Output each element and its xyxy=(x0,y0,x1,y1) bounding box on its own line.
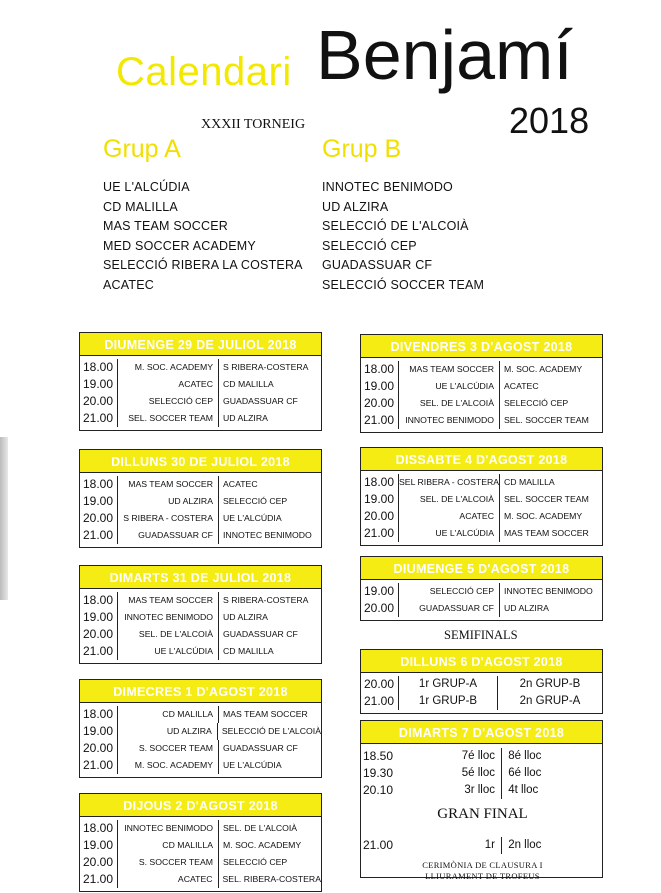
match-row xyxy=(363,361,602,378)
match-away: SEL. SOCCER TEAM xyxy=(499,412,602,429)
match-time: 19.00 xyxy=(83,377,114,391)
match-time: 20.00 xyxy=(83,855,114,869)
match-time: 21.00 xyxy=(363,838,394,852)
match-home: UE L'ALCÚDIA xyxy=(117,643,218,660)
match-home: 5é lloc xyxy=(461,767,495,779)
group-a xyxy=(103,137,303,295)
ceremony-line1: CERIMÒNIA DE CLAUSURA I xyxy=(422,860,543,870)
match-time: 18.00 xyxy=(83,593,114,607)
match-home: MAS TEAM SOCCER xyxy=(398,361,499,378)
day-title: DIUMENGE 5 D'AGOST 2018 xyxy=(361,557,602,580)
match-away: SELECCIÓ CEP xyxy=(499,395,602,412)
match-row xyxy=(82,510,321,527)
match-row xyxy=(363,525,602,542)
match-time: 20.00 xyxy=(83,627,114,641)
match-time: 20.10 xyxy=(363,783,394,797)
calendari-title: Calendari xyxy=(116,50,292,94)
match-home: 1r xyxy=(484,839,495,851)
match-away: GUADASSUAR CF xyxy=(218,740,321,757)
match-away: GUADASSUAR CF xyxy=(218,393,321,410)
match-away: 4t lloc xyxy=(508,784,539,796)
team-item: SELECCIÓ DE L'ALCOIÀ xyxy=(322,219,469,233)
day-title: DIVENDRES 3 D'AGOST 2018 xyxy=(361,335,602,358)
day-title: DIMECRES 1 D'AGOST 2018 xyxy=(80,680,321,703)
match-time: 18.00 xyxy=(364,362,395,376)
match-time: 19.00 xyxy=(83,838,114,852)
match-time: 21.00 xyxy=(83,411,114,425)
team-item: GUADASSUAR CF xyxy=(322,258,433,272)
match-row xyxy=(82,393,321,410)
match-home: CD MALILLA xyxy=(117,706,218,723)
match-row xyxy=(363,491,602,508)
match-home: 3r lloc xyxy=(464,784,495,796)
year-title: 2018 xyxy=(509,100,590,141)
match-home: INNOTEC BENIMODO xyxy=(398,412,499,429)
match-row xyxy=(363,583,602,600)
team-item: SELECCIÓ SOCCER TEAM xyxy=(322,277,485,292)
match-time: 18.00 xyxy=(364,475,395,489)
match-row xyxy=(363,474,602,491)
day-title: DILLUNS 6 D'AGOST 2018 xyxy=(361,650,602,673)
match-home: SEL. SOCCER TEAM xyxy=(117,410,218,427)
match-away: UD ALZIRA xyxy=(218,609,321,626)
match-time: 21.00 xyxy=(364,526,395,540)
match-time: 19.00 xyxy=(364,379,395,393)
match-time: 21.00 xyxy=(83,758,114,772)
match-home: UD ALZIRA xyxy=(117,723,217,740)
match-away: UD ALZIRA xyxy=(218,410,321,427)
match-away: UE L'ALCÚDIA xyxy=(218,510,321,527)
team-item: MAS TEAM SOCCER xyxy=(103,219,229,233)
match-time: 20.00 xyxy=(83,394,114,408)
match-home: ACATEC xyxy=(117,871,218,888)
day-box-aug1 xyxy=(79,679,322,778)
match-away: INNOTEC BENIMODO xyxy=(218,527,321,544)
group-b xyxy=(322,137,484,295)
match-away: M. SOC. ACADEMY xyxy=(499,361,602,378)
day-box-aug3 xyxy=(360,334,603,433)
day-title: DIMARTS 7 D'AGOST 2018 xyxy=(361,721,602,744)
semifinal-row xyxy=(363,676,602,693)
match-home: ACATEC xyxy=(398,508,499,525)
match-time: 19.00 xyxy=(364,492,395,506)
final-row xyxy=(363,837,602,854)
match-away: S RIBERA-COSTERA xyxy=(218,359,321,376)
match-time: 19.30 xyxy=(363,766,394,780)
match-home: SEL. DE L'ALCOIÀ xyxy=(117,626,218,643)
match-row xyxy=(82,757,321,774)
match-away: 6é lloc xyxy=(508,767,542,779)
match-away: 2n lloc xyxy=(508,839,542,851)
team-item: ACATEC xyxy=(103,277,154,292)
match-away: M. SOC. ACADEMY xyxy=(218,837,321,854)
match-home: S. SOCCER TEAM xyxy=(117,740,218,757)
side-shadow xyxy=(0,437,8,600)
day-box-aug7 xyxy=(360,720,603,881)
day-title: DIMARTS 31 DE JULIOL 2018 xyxy=(80,566,321,589)
match-away: SELECCIÓ CEP xyxy=(218,493,321,510)
match-away: MAS TEAM SOCCER xyxy=(499,525,602,542)
match-time: 20.00 xyxy=(364,677,395,691)
match-time: 19.00 xyxy=(83,494,114,508)
match-home: M. SOC. ACADEMY xyxy=(117,757,218,774)
match-time: 21.00 xyxy=(83,528,114,542)
group-a-teams xyxy=(103,178,303,295)
group-b-title: Grup B xyxy=(322,135,402,163)
group-b-teams xyxy=(322,178,484,295)
match-home: UE L'ALCÚDIA xyxy=(398,525,499,542)
match-row xyxy=(82,643,321,660)
match-time: 21.00 xyxy=(83,872,114,886)
match-home: GUADASSUAR CF xyxy=(117,527,218,544)
match-away: 2n GRUP-A xyxy=(497,693,602,710)
match-away: CD MALILLA xyxy=(218,643,321,660)
match-row xyxy=(82,410,321,427)
day-title: DISSABTE 4 D'AGOST 2018 xyxy=(361,448,602,471)
match-time: 21.00 xyxy=(83,644,114,658)
match-row xyxy=(363,395,602,412)
match-home: SELECCIÓ CEP xyxy=(398,583,499,600)
match-home: INNOTEC BENIMODO xyxy=(117,820,218,837)
placement-row xyxy=(363,765,602,782)
match-row xyxy=(82,476,321,493)
match-home: MAS TEAM SOCCER xyxy=(117,592,218,609)
semifinal-row xyxy=(363,693,602,710)
match-away: M. SOC. ACADEMY xyxy=(499,508,602,525)
day-title: DIJOUS 2 D'AGOST 2018 xyxy=(80,794,321,817)
match-time: 19.00 xyxy=(83,610,114,624)
match-time: 18.50 xyxy=(363,749,394,763)
match-home: SEL RIBERA - COSTERA xyxy=(398,474,499,491)
match-home: M. SOC. ACADEMY xyxy=(117,359,218,376)
match-time: 20.00 xyxy=(83,511,114,525)
match-row xyxy=(82,854,321,871)
match-time: 19.00 xyxy=(83,724,114,738)
match-away: CD MALILLA xyxy=(218,376,321,393)
match-home: SELECCIÓ CEP xyxy=(117,393,218,410)
day-box-jul29 xyxy=(79,332,322,431)
match-away: S RIBERA-COSTERA xyxy=(218,592,321,609)
match-away: SEL. SOCCER TEAM xyxy=(499,491,602,508)
match-home: GUADASSUAR CF xyxy=(398,600,499,617)
match-row xyxy=(82,527,321,544)
match-time: 20.00 xyxy=(364,396,395,410)
match-home: CD MALILLA xyxy=(117,837,218,854)
placement-row xyxy=(363,782,602,799)
team-item: MED SOCCER ACADEMY xyxy=(103,238,256,253)
day-box-aug5 xyxy=(360,556,603,621)
match-away: UE L'ALCÚDIA xyxy=(218,757,321,774)
day-box-jul30 xyxy=(79,449,322,548)
team-item: UE L'ALCÚDIA xyxy=(103,180,190,194)
placement-row xyxy=(363,748,602,765)
team-item: SELECCIÓ CEP xyxy=(322,238,417,253)
match-away: ACATEC xyxy=(499,378,602,395)
match-home: 1r GRUP-B xyxy=(398,693,497,710)
match-home: INNOTEC BENIMODO xyxy=(117,609,218,626)
match-row xyxy=(82,740,321,757)
match-home: 1r GRUP-A xyxy=(398,676,497,693)
day-box-aug2 xyxy=(79,793,322,892)
match-home: S RIBERA - COSTERA xyxy=(117,510,218,527)
match-row xyxy=(82,626,321,643)
match-away: MAS TEAM SOCCER xyxy=(218,706,321,723)
match-home: 7é lloc xyxy=(461,750,495,762)
day-box-aug6 xyxy=(360,649,603,714)
day-box-aug4 xyxy=(360,447,603,546)
match-time: 20.00 xyxy=(364,509,395,523)
match-away: SEL. DE L'ALCOIÀ xyxy=(218,820,321,837)
match-row xyxy=(82,376,321,393)
match-away: SELECCIÓ CEP xyxy=(218,854,321,871)
match-row xyxy=(82,706,321,723)
match-row xyxy=(82,837,321,854)
match-away: 8é lloc xyxy=(508,750,542,762)
gran-final-label: GRAN FINAL xyxy=(437,806,528,822)
match-row xyxy=(82,723,321,740)
match-row xyxy=(363,412,602,429)
match-row xyxy=(363,600,602,617)
match-row xyxy=(363,508,602,525)
match-time: 20.00 xyxy=(364,601,395,615)
match-row xyxy=(82,871,321,888)
team-item: UD ALZIRA xyxy=(322,199,389,214)
day-title: DILLUNS 30 DE JULIOL 2018 xyxy=(80,450,321,473)
match-row xyxy=(82,609,321,626)
match-row xyxy=(82,359,321,376)
match-away: 2n GRUP-B xyxy=(497,676,602,693)
match-row xyxy=(82,493,321,510)
match-time: 18.00 xyxy=(83,360,114,374)
match-away: CD MALILLA xyxy=(499,474,602,491)
match-home: UE L'ALCÚDIA xyxy=(398,378,499,395)
match-away: UD ALZIRA xyxy=(499,600,602,617)
team-item: SELECCIÓ RIBERA LA COSTERA xyxy=(103,258,303,272)
match-time: 18.00 xyxy=(83,477,114,491)
match-home: S. SOCCER TEAM xyxy=(117,854,218,871)
match-time: 21.00 xyxy=(364,694,395,708)
match-home: MAS TEAM SOCCER xyxy=(117,476,218,493)
match-home: ACATEC xyxy=(117,376,218,393)
match-home: UD ALZIRA xyxy=(117,493,218,510)
match-time: 21.00 xyxy=(364,413,395,427)
benjami-title: Benjamí xyxy=(316,16,573,94)
match-away: GUADASSUAR CF xyxy=(218,626,321,643)
match-home: SEL. DE L'ALCOIÀ xyxy=(398,395,499,412)
group-a-title: Grup A xyxy=(103,135,181,163)
day-box-jul31 xyxy=(79,565,322,664)
day-title: DIUMENGE 29 DE JULIOL 2018 xyxy=(80,333,321,356)
match-row xyxy=(82,592,321,609)
match-home: SEL. DE L'ALCOIÀ xyxy=(398,491,499,508)
ceremony-line2: LLIURAMENT DE TROFEUS xyxy=(425,871,540,881)
semifinals-label: SEMIFINALS xyxy=(444,628,518,642)
match-away: INNOTEC BENIMODO xyxy=(499,583,602,600)
match-away: SELECCIÓ DE L'ALCOIÀ xyxy=(217,723,321,740)
match-away: SEL. RIBERA-COSTERA xyxy=(218,871,321,888)
match-time: 18.00 xyxy=(83,707,114,721)
match-row xyxy=(82,820,321,837)
match-away: ACATEC xyxy=(218,476,321,493)
match-time: 18.00 xyxy=(83,821,114,835)
team-item: CD MALILLA xyxy=(103,199,178,214)
match-time: 20.00 xyxy=(83,741,114,755)
team-item: INNOTEC BENIMODO xyxy=(322,180,453,194)
torneig-subtitle: XXXII TORNEIG xyxy=(201,117,306,132)
match-row xyxy=(363,378,602,395)
match-time: 19.00 xyxy=(364,584,395,598)
